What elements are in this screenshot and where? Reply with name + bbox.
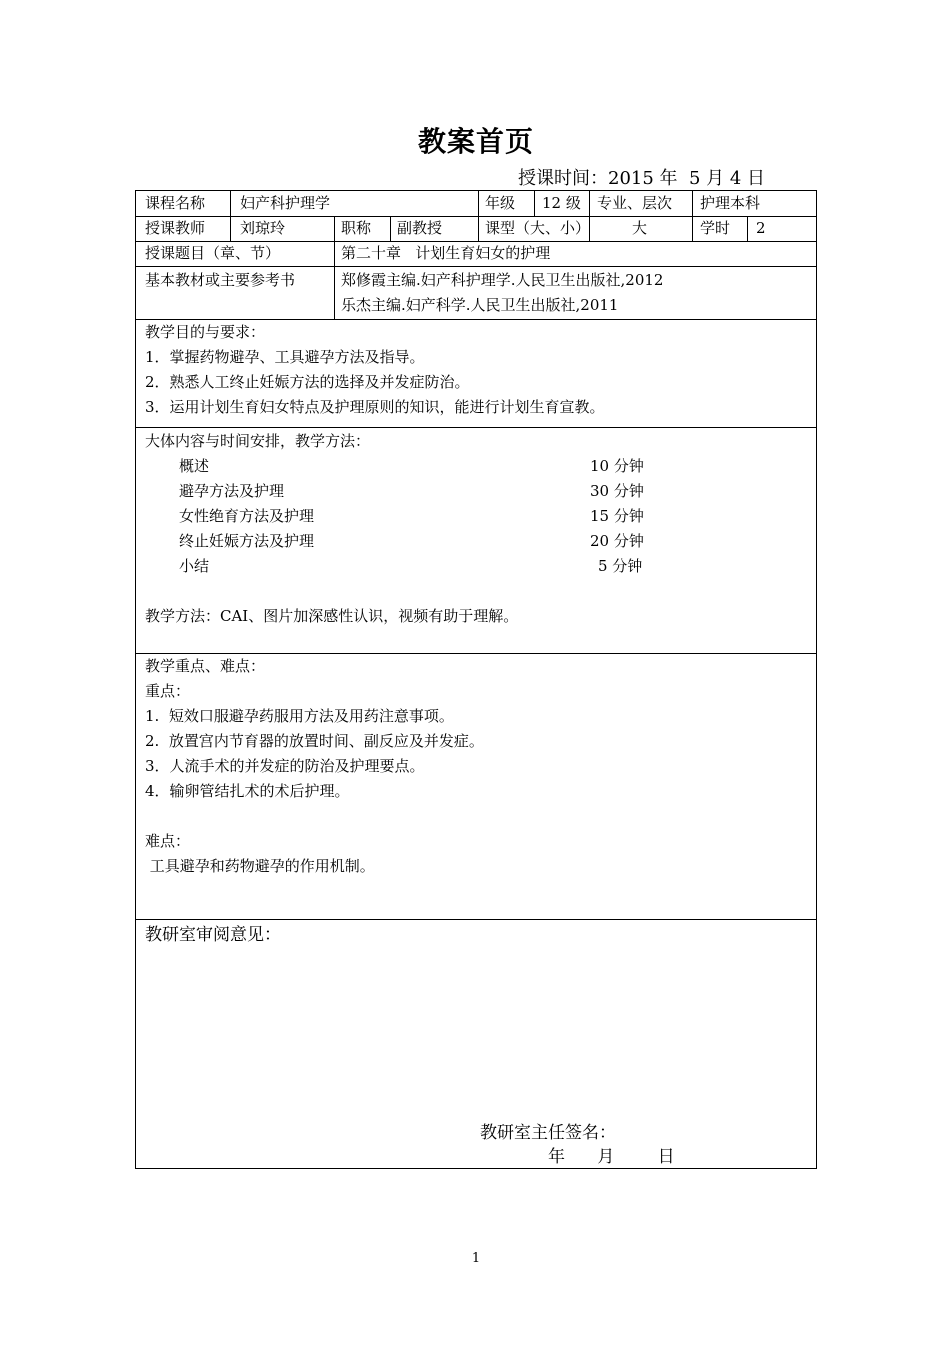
key-points-heading: 教学重点、难点： [145,657,266,675]
schedule-topic: 小结 [179,557,210,575]
course-name-value: 妇产科护理学 [240,194,331,212]
objective-item: 1．掌握药物避孕、工具避孕方法及指导。 [145,348,425,366]
focus-item: 3．人流手术的并发症的防治及护理要点。 [145,757,425,775]
col-divider [478,216,479,241]
col-divider [390,216,391,241]
schedule-topic: 终止妊娠方法及护理 [179,532,315,550]
schedule-topic: 概述 [179,457,210,475]
objective-item: 3．运用计划生育妇女特点及护理原则的知识，能进行计划生育宣教。 [145,398,605,416]
job-title-label: 职称 [341,219,372,237]
class-type-value: 大 [632,219,648,237]
major-level-value: 护理本科 [700,194,761,212]
col-divider [230,216,231,241]
teacher-label: 授课教师 [145,219,206,237]
row-divider [136,266,816,267]
col-divider [534,191,535,216]
course-name-label: 课程名称 [145,194,206,212]
col-divider [334,216,335,241]
focus-item: 4．输卵管结扎术的术后护理。 [145,782,350,800]
focus-label: 重点： [145,682,191,700]
grade-label: 年级 [485,194,516,212]
schedule-time: 20 分钟 [590,532,644,550]
row-divider [136,919,816,920]
class-type-label: 课型（大、小） [485,219,591,237]
objectives-heading: 教学目的与要求： [145,323,266,341]
director-signature-label: 教研室主任签名： [480,1123,616,1143]
page-title: 教案首页 [417,125,534,158]
review-date: 年 月 日 [548,1147,675,1167]
references-label: 基本教材或主要参考书 [145,271,296,289]
class-date: 授课时间：2015 年 5 月 4 日 [518,168,766,189]
col-divider [747,216,748,241]
topic-label: 授课题目（章、节） [145,244,281,262]
grade-value: 12 级 [542,194,581,212]
schedule-topic: 避孕方法及护理 [179,482,285,500]
major-level-label: 专业、层次 [597,194,673,212]
hours-value: 2 [756,219,766,237]
difficulty-text: 工具避孕和药物避孕的作用机制。 [145,857,375,875]
schedule-time: 10 分钟 [590,457,644,475]
row-divider [136,427,816,428]
col-divider [692,216,693,241]
review-heading: 教研室审阅意见： [145,925,281,945]
focus-item: 2. 放置宫内节育器的放置时间、副反应及并发症。 [145,732,484,750]
page-number: 1 [471,1251,481,1266]
schedule-time: 30 分钟 [590,482,644,500]
schedule-heading: 大体内容与时间安排，教学方法： [145,432,371,450]
focus-item: 1. 短效口服避孕药服用方法及用药注意事项。 [145,707,454,725]
schedule-topic: 女性绝育方法及护理 [179,507,315,525]
teaching-methods: 教学方法：CAI、图片加深感性认识，视频有助于理解。 [145,607,519,625]
col-divider [478,191,479,216]
reference-item: 郑修霞主编.妇产科护理学.人民卫生出版社,2012 [341,271,664,289]
schedule-time: 5 分钟 [598,557,643,575]
teacher-value: 刘琼玲 [240,219,286,237]
objective-item: 2．熟悉人工终止妊娠方法的选择及并发症防治。 [145,373,470,391]
topic-value: 第二十章 计划生育妇女的护理 [341,244,551,262]
hours-label: 学时 [700,219,731,237]
col-divider [589,191,590,216]
difficulty-label: 难点： [145,832,191,850]
reference-item: 乐杰主编.妇产科学.人民卫生出版社,2011 [341,296,619,314]
lesson-plan-table [135,190,817,1169]
job-title-value: 副教授 [397,219,443,237]
schedule-time: 15 分钟 [590,507,644,525]
col-divider [692,191,693,216]
col-divider [230,191,231,216]
col-divider [334,241,335,319]
